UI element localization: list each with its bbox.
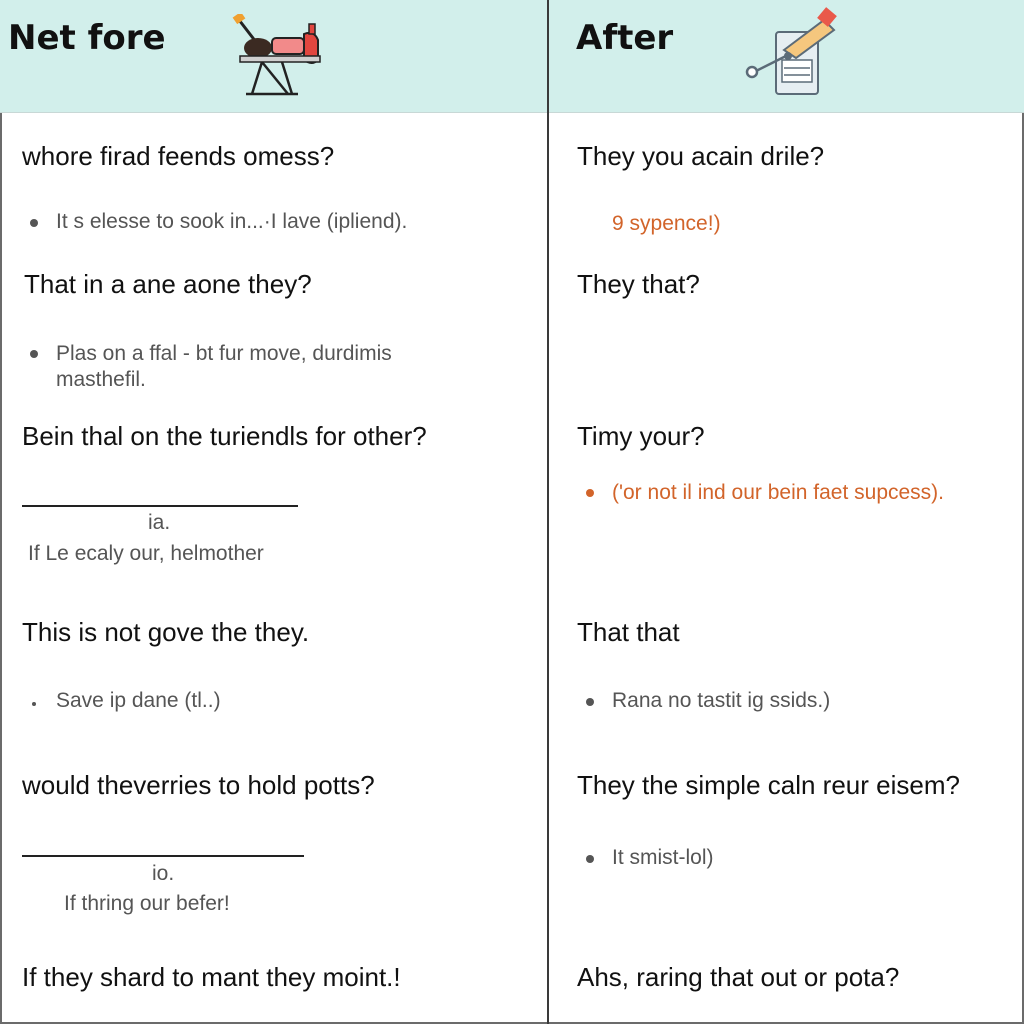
right-question-4: That that — [577, 617, 680, 647]
bullet-dot — [30, 219, 38, 227]
left-fill-1-label: ia. — [148, 511, 171, 534]
bullet-dot — [586, 855, 594, 863]
right-question-6: Ahs, raring that out or pota? — [577, 962, 900, 992]
column-divider — [547, 0, 549, 1024]
left-fill-1-text: If Le ecaly our, helmother — [28, 542, 264, 565]
bullet-dot — [32, 702, 36, 706]
bullet-dot — [586, 698, 594, 706]
left-fill-2-label: io. — [152, 862, 175, 885]
right-header — [549, 0, 1024, 113]
left-question-6: If they shard to mant they moint.! — [22, 962, 401, 992]
right-bullet-4: Rana no tastit ig ssids.) — [612, 689, 831, 712]
left-bullet-1: It s elesse to sook in...·I lave (ipliend). — [56, 210, 408, 233]
answer-blank-line — [22, 505, 298, 507]
left-question-2: That in a ane aone they? — [24, 269, 312, 299]
mailbox-icon — [742, 6, 842, 100]
left-fill-2-text: If thring our befer! — [64, 892, 230, 915]
left-bullet-2-line-2: masthefil. — [56, 368, 146, 391]
left-bullet-2-line-1: Plas on a ffal - bt fur move, durdimis — [56, 342, 392, 365]
left-title: Net fore — [8, 18, 166, 58]
bullet-dot — [586, 489, 594, 497]
left-question-4: This is not gove the they. — [22, 617, 310, 647]
cleaning-tools-icon — [232, 14, 324, 98]
right-question-2: They that? — [577, 269, 700, 299]
right-title: After — [576, 18, 674, 58]
right-bullet-5: It smist-lol) — [612, 846, 714, 869]
left-question-3: Bein thal on the turiendls for other? — [22, 421, 427, 451]
right-bullet-3: ('or not il ind our bein faet supcess). — [612, 481, 945, 504]
left-question-5: would theverries to hold potts? — [22, 770, 375, 800]
left-question-1: whore firad feends omess? — [22, 141, 335, 171]
right-note-1: 9 sypence!) — [612, 212, 721, 235]
right-question-5: They the simple caln reur eisem? — [577, 770, 960, 800]
right-question-1: They you acain drile? — [577, 141, 825, 171]
answer-blank-line — [22, 855, 304, 857]
right-question-3: Timy your? — [577, 421, 705, 451]
left-header — [0, 0, 547, 113]
left-bullet-4: Save ip dane (tl..) — [56, 689, 221, 712]
bullet-dot — [30, 350, 38, 358]
